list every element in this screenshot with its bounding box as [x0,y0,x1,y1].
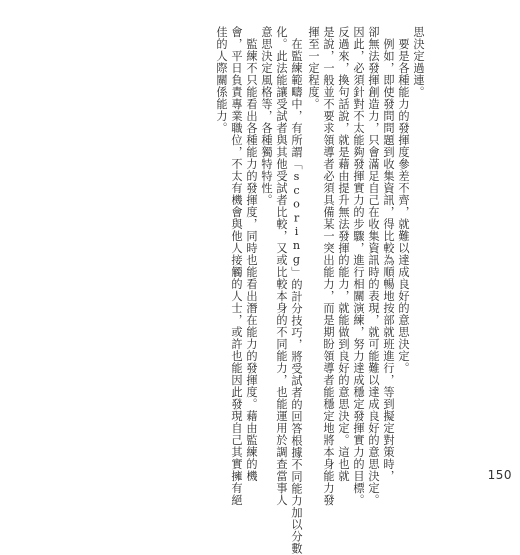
text-column-6: 反過來，換句話說，就是藉由提升無法發揮的能力，就能做到良好的意思決定。這也就 [337,26,350,482]
text-column-3: 例如，即使發問問題到收集資訊，得比較為順暢地按部就班進行，等到擬定對策時， [382,38,395,482]
text-column-14: 佳的人際關係能力。 [215,26,228,134]
text-column-7: 是說，一般並不要求領導者必須具備某一突出能力，而是期盼領導者能穩定地將本身能力發 [322,26,335,506]
text-column-9: 在監練範疇中，有所謂「scoring」的計分技巧，將受試者的回答根據不同能力加以分數 [290,38,303,555]
text-column-1: 思決定過連。 [412,26,425,98]
text-column-10: 化。此法能讓受試者與其他受試者比較，又或比較本身的不同能力，也能運用於調查當事人 [275,26,288,506]
text-column-2: 要是各種能力的發揮度參差不齊，就難以達成良好的意思決定。 [397,38,410,374]
text-column-5: 因此，必須針對不太能夠發揮實力的步驟，進行相關演練，努力達成穩定發揮實力的目標。 [352,26,365,506]
text-column-13: 會，平日負責專業職位，不太有機會與他人接觸的人士，或許也能因此發現自己其實擁有絕 [230,26,243,506]
text-column-8: 揮至一定程度。 [307,26,320,110]
page-number: 150 [487,468,512,482]
text-column-4: 卻無法發揮創造力，只會滿足自己在收集資訊時的表現，就可能難以達成良好的意思決定。 [367,26,380,506]
text-column-11: 意思決定風格等，各種獨特特性。 [260,26,273,206]
text-column-12: 監練不只能看出各種能力的發揮度，同時也能看出潛在能力的發揮度。藉由監練的機 [245,38,258,482]
